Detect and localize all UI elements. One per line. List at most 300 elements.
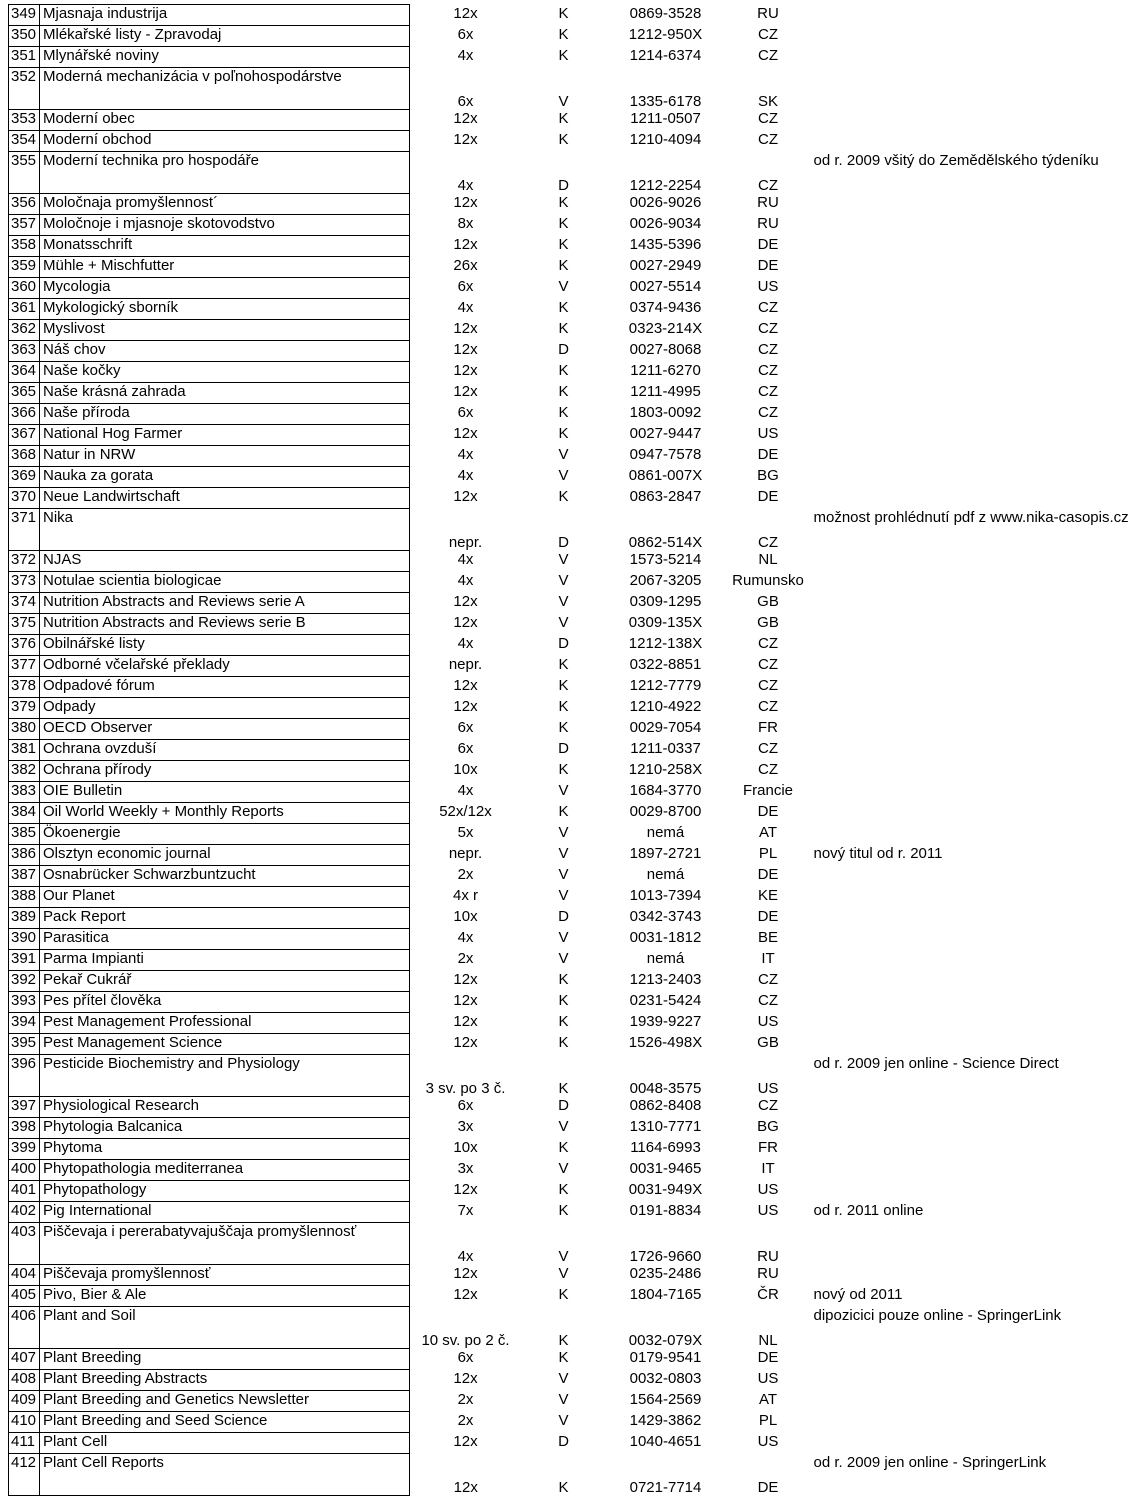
- table-row: [9, 68, 962, 110]
- note: [811, 908, 962, 929]
- journal-title: Osnabrücker Schwarzbuntzucht: [40, 866, 410, 887]
- issn: 1210-4094: [629, 130, 702, 148]
- table-row: [9, 509, 962, 551]
- country: DE: [757, 865, 779, 883]
- note: [811, 383, 962, 404]
- table-row: [9, 1223, 962, 1265]
- journal-title: Moločnoje i mjasnoje skotovodstvo: [40, 215, 410, 236]
- issn: 0947-7578: [629, 445, 702, 463]
- journal-title: Naše příroda: [40, 404, 410, 425]
- frequency: 12x: [453, 1012, 478, 1030]
- journal-title: Nika: [40, 509, 410, 551]
- note: [811, 824, 962, 845]
- country: US: [757, 1012, 779, 1030]
- frequency: 12x: [453, 592, 478, 610]
- table-row: [9, 1391, 962, 1412]
- country: BG: [757, 1117, 779, 1135]
- table-row: [9, 194, 962, 215]
- issn: 0031-1812: [629, 928, 702, 946]
- country: NL: [758, 550, 778, 568]
- issn: 0027-2949: [629, 256, 702, 274]
- frequency: 26x: [453, 256, 478, 274]
- issn: 0861-007X: [628, 466, 703, 484]
- frequency: nepr.: [448, 533, 483, 551]
- table-row: [9, 656, 962, 677]
- journal-title: Our Planet: [40, 887, 410, 908]
- issn: nemá: [646, 865, 685, 883]
- country: US: [757, 1369, 779, 1387]
- note: [811, 1349, 962, 1370]
- issn: 0721-7714: [629, 1478, 702, 1496]
- frequency: 6x: [457, 718, 474, 736]
- acquisition-type: K: [558, 1348, 569, 1366]
- row-number: 410: [9, 1412, 40, 1433]
- frequency: 10x: [453, 907, 478, 925]
- row-number: 387: [9, 866, 40, 887]
- journal-title: Pest Management Science: [40, 1034, 410, 1055]
- row-number: 409: [9, 1391, 40, 1412]
- table-row: [9, 1412, 962, 1433]
- frequency: 4x: [457, 781, 474, 799]
- row-number: 372: [9, 551, 40, 572]
- acquisition-type: K: [558, 361, 569, 379]
- issn: 0179-9541: [629, 1348, 702, 1366]
- table-row: [9, 740, 962, 761]
- row-number: 393: [9, 992, 40, 1013]
- table-row: [9, 761, 962, 782]
- issn: 1211-4995: [630, 382, 701, 400]
- frequency: 12x: [453, 319, 478, 337]
- row-number: 359: [9, 257, 40, 278]
- table-row: [9, 1433, 962, 1454]
- country: CZ: [758, 109, 778, 127]
- table-row: [9, 1370, 962, 1391]
- country: DE: [757, 907, 779, 925]
- issn: 1212-7779: [629, 676, 702, 694]
- acquisition-type: K: [558, 1033, 569, 1051]
- journal-title: Pekař Cukrář: [40, 971, 410, 992]
- note: [811, 992, 962, 1013]
- issn: 0026-9026: [629, 193, 702, 211]
- country: PL: [758, 1411, 778, 1429]
- issn: 0029-8700: [629, 802, 702, 820]
- acquisition-type: K: [558, 25, 569, 43]
- journal-title: Piščevaja i pererabatyvajuščaja promyšlennosť: [40, 1223, 410, 1265]
- country: US: [757, 1432, 779, 1450]
- note: [811, 572, 962, 593]
- acquisition-type: K: [558, 718, 569, 736]
- acquisition-type: V: [558, 445, 569, 463]
- issn: 0322-8851: [629, 655, 702, 673]
- row-number: 411: [9, 1433, 40, 1454]
- journal-title: Parma Impianti: [40, 950, 410, 971]
- note: od r. 2011 online: [813, 1201, 924, 1219]
- note: [811, 698, 962, 719]
- row-number: 352: [9, 68, 40, 110]
- table-row: [9, 320, 962, 341]
- acquisition-type: K: [558, 1285, 569, 1303]
- frequency: nepr.: [448, 655, 483, 673]
- note: [811, 803, 962, 824]
- row-number: 353: [9, 110, 40, 131]
- country: IT: [761, 949, 775, 967]
- journal-title: Parasitica: [40, 929, 410, 950]
- acquisition-type: V: [558, 1159, 569, 1177]
- row-number: 394: [9, 1013, 40, 1034]
- note: [811, 131, 962, 152]
- table-row: [9, 992, 962, 1013]
- journal-title: Neue Landwirtschaft: [40, 488, 410, 509]
- row-number: 367: [9, 425, 40, 446]
- row-number: 380: [9, 719, 40, 740]
- acquisition-type: V: [558, 571, 569, 589]
- row-number: 388: [9, 887, 40, 908]
- acquisition-type: K: [558, 697, 569, 715]
- note: [811, 656, 962, 677]
- table-row: [9, 782, 962, 803]
- journal-title: Piščevaja promyšlennosť: [40, 1265, 410, 1286]
- journal-title: Pig International: [40, 1202, 410, 1223]
- frequency: 2x: [457, 1390, 474, 1408]
- frequency: 12x: [453, 676, 478, 694]
- note: [811, 950, 962, 971]
- row-number: 384: [9, 803, 40, 824]
- note: [811, 593, 962, 614]
- country: CZ: [758, 130, 778, 148]
- note: nový od 2011: [813, 1285, 903, 1303]
- journal-title: Pivo, Bier & Ale: [40, 1286, 410, 1307]
- frequency: 12x: [453, 1033, 478, 1051]
- table-row: [9, 362, 962, 383]
- frequency: 4x: [457, 634, 474, 652]
- acquisition-type: D: [558, 340, 569, 358]
- issn: 0231-5424: [629, 991, 702, 1009]
- country: PL: [758, 844, 778, 862]
- issn: 0309-135X: [628, 613, 703, 631]
- acquisition-type: V: [558, 949, 569, 967]
- acquisition-type: D: [558, 634, 569, 652]
- journal-title: Plant Cell: [40, 1433, 410, 1454]
- acquisition-type: K: [558, 1079, 569, 1097]
- acquisition-type: V: [558, 1247, 569, 1265]
- table-row: [9, 950, 962, 971]
- country: CZ: [758, 676, 778, 694]
- row-number: 383: [9, 782, 40, 803]
- acquisition-type: K: [558, 1012, 569, 1030]
- issn: 2067-3205: [629, 571, 702, 589]
- journal-title: Mlynářské noviny: [40, 47, 410, 68]
- journal-title: OIE Bulletin: [40, 782, 410, 803]
- issn: 1210-258X: [628, 760, 703, 778]
- journal-title: Moločnaja promyšlennost´: [40, 194, 410, 215]
- issn: 0048-3575: [629, 1079, 702, 1097]
- row-number: 400: [9, 1160, 40, 1181]
- note: [811, 1265, 962, 1286]
- country: CZ: [758, 533, 778, 551]
- note: [811, 26, 962, 47]
- table-row: [9, 1349, 962, 1370]
- issn: 0869-3528: [629, 4, 702, 22]
- country: CZ: [758, 176, 778, 194]
- table-row: [9, 215, 962, 236]
- frequency: 12x: [453, 109, 478, 127]
- table-row: [9, 1286, 962, 1307]
- note: [811, 782, 962, 803]
- journal-title: Pes přítel člověka: [40, 992, 410, 1013]
- frequency: 12x: [453, 697, 478, 715]
- table-row: [9, 698, 962, 719]
- row-number: 368: [9, 446, 40, 467]
- row-number: 364: [9, 362, 40, 383]
- country: CZ: [758, 970, 778, 988]
- frequency: 6x: [457, 277, 474, 295]
- note: [811, 740, 962, 761]
- journal-title: Ochrana ovzduší: [40, 740, 410, 761]
- issn: 0309-1295: [629, 592, 702, 610]
- issn: 0191-8834: [629, 1201, 702, 1219]
- journal-title: Phytopathologia mediterranea: [40, 1160, 410, 1181]
- note: [811, 320, 962, 341]
- frequency: 6x: [457, 25, 474, 43]
- country: GB: [757, 592, 779, 610]
- note: [811, 299, 962, 320]
- acquisition-type: K: [558, 298, 569, 316]
- issn: 1335-6178: [629, 92, 702, 110]
- journal-title: Natur in NRW: [40, 446, 410, 467]
- acquisition-type: V: [558, 844, 569, 862]
- country: AT: [758, 1390, 778, 1408]
- table-row: [9, 635, 962, 656]
- acquisition-type: V: [558, 1390, 569, 1408]
- note: [811, 1412, 962, 1433]
- row-number: 366: [9, 404, 40, 425]
- acquisition-type: V: [558, 865, 569, 883]
- row-number: 362: [9, 320, 40, 341]
- frequency: nepr.: [448, 844, 483, 862]
- note: [811, 1097, 962, 1118]
- table-row: [9, 1265, 962, 1286]
- table-row: [9, 866, 962, 887]
- note: [811, 5, 962, 26]
- journal-title: Odborné včelařské překlady: [40, 656, 410, 677]
- row-number: 402: [9, 1202, 40, 1223]
- country: CZ: [758, 25, 778, 43]
- country: CZ: [758, 655, 778, 673]
- country: GB: [757, 1033, 779, 1051]
- table-row: [9, 341, 962, 362]
- issn: 0032-0803: [629, 1369, 702, 1387]
- frequency: 12x: [453, 1264, 478, 1282]
- country: Rumunsko: [732, 571, 804, 589]
- frequency: 10 sv. po 2 č.: [421, 1331, 510, 1349]
- country: US: [757, 1079, 779, 1097]
- issn: 1040-4651: [629, 1432, 702, 1450]
- acquisition-type: K: [558, 46, 569, 64]
- country: DE: [757, 487, 779, 505]
- issn: 1564-2569: [629, 1390, 702, 1408]
- table-row: [9, 1160, 962, 1181]
- row-number: 391: [9, 950, 40, 971]
- journal-title: Nutrition Abstracts and Reviews serie A: [40, 593, 410, 614]
- note: [811, 236, 962, 257]
- row-number: 356: [9, 194, 40, 215]
- journal-title: Naše kočky: [40, 362, 410, 383]
- frequency: 3 sv. po 3 č.: [425, 1079, 506, 1097]
- note: [811, 257, 962, 278]
- row-number: 360: [9, 278, 40, 299]
- frequency: 2x: [457, 949, 474, 967]
- journal-title: Plant and Soil: [40, 1307, 410, 1349]
- row-number: 371: [9, 509, 40, 551]
- frequency: 3x: [457, 1117, 474, 1135]
- row-number: 407: [9, 1349, 40, 1370]
- acquisition-type: V: [558, 1117, 569, 1135]
- issn: 0862-514X: [628, 533, 703, 551]
- journal-title: Mjasnaja industrija: [40, 5, 410, 26]
- acquisition-type: V: [558, 928, 569, 946]
- country: RU: [757, 1247, 779, 1265]
- note: [811, 866, 962, 887]
- table-row: [9, 551, 962, 572]
- note: [811, 887, 962, 908]
- frequency: 4x r: [452, 886, 478, 904]
- journal-title: NJAS: [40, 551, 410, 572]
- issn: 0235-2486: [629, 1264, 702, 1282]
- note: [811, 1181, 962, 1202]
- acquisition-type: V: [558, 886, 569, 904]
- acquisition-type: K: [558, 1180, 569, 1198]
- acquisition-type: K: [558, 109, 569, 127]
- note: [811, 1391, 962, 1412]
- acquisition-type: K: [558, 403, 569, 421]
- row-number: 404: [9, 1265, 40, 1286]
- country: CZ: [758, 403, 778, 421]
- issn: 1803-0092: [629, 403, 702, 421]
- acquisition-type: K: [558, 424, 569, 442]
- row-number: 377: [9, 656, 40, 677]
- country: RU: [757, 4, 779, 22]
- acquisition-type: K: [558, 970, 569, 988]
- acquisition-type: V: [558, 781, 569, 799]
- issn: 1573-5214: [629, 550, 702, 568]
- note: [811, 1160, 962, 1181]
- row-number: 363: [9, 341, 40, 362]
- frequency: 10x: [453, 760, 478, 778]
- issn: 0374-9436: [629, 298, 702, 316]
- journal-title: Phytoma: [40, 1139, 410, 1160]
- row-number: 392: [9, 971, 40, 992]
- acquisition-type: K: [558, 4, 569, 22]
- issn: 1013-7394: [629, 886, 702, 904]
- note: [811, 488, 962, 509]
- issn: 1211-0507: [630, 109, 701, 127]
- frequency: 4x: [457, 571, 474, 589]
- note: [811, 1034, 962, 1055]
- country: CZ: [758, 739, 778, 757]
- journal-title: Mlékařské listy - Zpravodaj: [40, 26, 410, 47]
- frequency: 4x: [457, 445, 474, 463]
- table-body: [9, 4, 1129, 1496]
- issn: nemá: [646, 823, 685, 841]
- issn: 1726-9660: [629, 1247, 702, 1265]
- journal-title: Mykologický sborník: [40, 299, 410, 320]
- country: IT: [761, 1159, 775, 1177]
- row-number: 386: [9, 845, 40, 866]
- frequency: 2x: [457, 1411, 474, 1429]
- row-number: 395: [9, 1034, 40, 1055]
- row-number: 385: [9, 824, 40, 845]
- journal-title: Phytopathology: [40, 1181, 410, 1202]
- note: [811, 215, 962, 236]
- journal-title: Ökoenergie: [40, 824, 410, 845]
- table-row: [9, 593, 962, 614]
- note: [811, 719, 962, 740]
- country: CZ: [758, 319, 778, 337]
- country: DE: [757, 235, 779, 253]
- frequency: 6x: [457, 403, 474, 421]
- row-number: 374: [9, 593, 40, 614]
- issn: 1164-6993: [630, 1138, 701, 1156]
- note: [811, 551, 962, 572]
- country: CZ: [758, 634, 778, 652]
- note: [811, 677, 962, 698]
- frequency: 12x: [453, 382, 478, 400]
- row-number: 408: [9, 1370, 40, 1391]
- table-row: [9, 1202, 962, 1223]
- frequency: 5x: [457, 823, 474, 841]
- journal-title: Pest Management Professional: [40, 1013, 410, 1034]
- row-number: 358: [9, 236, 40, 257]
- table-row: [9, 110, 962, 131]
- row-number: 365: [9, 383, 40, 404]
- issn: 1310-7771: [629, 1117, 702, 1135]
- country: KE: [757, 886, 778, 904]
- journal-title: Moderní obec: [40, 110, 410, 131]
- frequency: 4x: [457, 550, 474, 568]
- frequency: 10x: [453, 1138, 478, 1156]
- row-number: 399: [9, 1139, 40, 1160]
- acquisition-type: K: [558, 655, 569, 673]
- country: FR: [758, 718, 778, 736]
- journal-title: National Hog Farmer: [40, 425, 410, 446]
- issn: 1435-5396: [629, 235, 702, 253]
- note: [811, 110, 962, 131]
- acquisition-type: K: [558, 802, 569, 820]
- row-number: 370: [9, 488, 40, 509]
- note: [811, 467, 962, 488]
- frequency: 12x: [453, 1285, 478, 1303]
- table-row: [9, 929, 962, 950]
- journal-title: Pack Report: [40, 908, 410, 929]
- row-number: 369: [9, 467, 40, 488]
- acquisition-type: D: [558, 176, 569, 194]
- journal-title: Nauka za gorata: [40, 467, 410, 488]
- note: [811, 425, 962, 446]
- frequency: 4x: [457, 176, 474, 194]
- country: RU: [757, 193, 779, 211]
- frequency: 4x: [457, 1247, 474, 1265]
- issn: 1804-7165: [629, 1285, 702, 1303]
- table-row: [9, 887, 962, 908]
- row-number: 405: [9, 1286, 40, 1307]
- journal-title: Olsztyn economic journal: [40, 845, 410, 866]
- table-row: [9, 677, 962, 698]
- row-number: 412: [9, 1454, 40, 1496]
- acquisition-type: K: [558, 1201, 569, 1219]
- note: [811, 446, 962, 467]
- acquisition-type: V: [558, 1369, 569, 1387]
- journal-title: Mühle + Mischfutter: [40, 257, 410, 278]
